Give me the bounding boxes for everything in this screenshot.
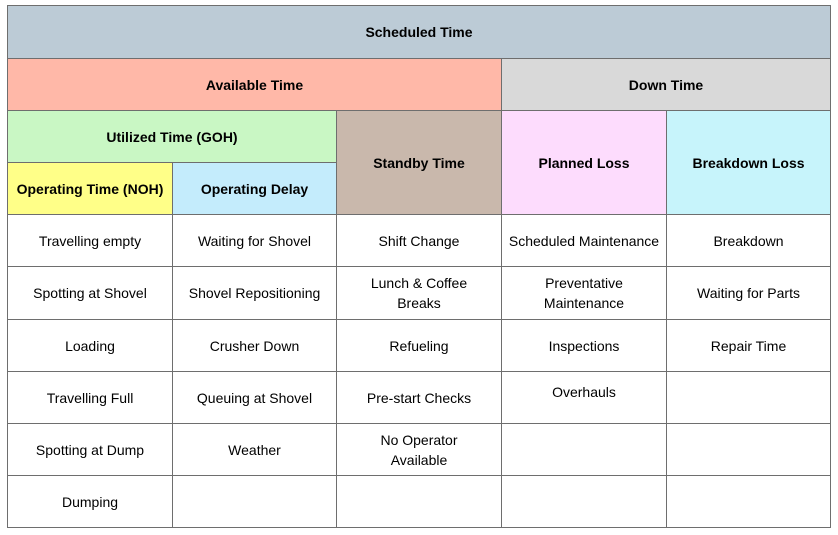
table-cell: Inspections xyxy=(501,319,667,372)
table-cell: Weather xyxy=(172,423,337,476)
table-cell xyxy=(666,371,831,424)
table-cell: Preventative Maintenance xyxy=(501,266,667,320)
table-cell: Travelling Full xyxy=(7,371,173,424)
table-cell: Waiting for Shovel xyxy=(172,214,337,267)
table-cell: Breakdown xyxy=(666,214,831,267)
operating-time-header: Operating Time (NOH) xyxy=(7,162,173,215)
table-cell: Shift Change xyxy=(336,214,502,267)
table-cell: No Operator Available xyxy=(336,423,502,476)
operating-delay-header: Operating Delay xyxy=(172,162,337,215)
table-cell xyxy=(336,475,502,528)
breakdown-loss-header: Breakdown Loss xyxy=(666,110,831,215)
table-cell xyxy=(501,423,667,476)
table-cell: Crusher Down xyxy=(172,319,337,372)
time-classification-table xyxy=(7,5,831,528)
table-cell: Travelling empty xyxy=(7,214,173,267)
table-cell: Refueling xyxy=(336,319,502,372)
down-time-header: Down Time xyxy=(501,58,831,111)
standby-time-header: Standby Time xyxy=(336,110,502,215)
table-cell xyxy=(501,475,667,528)
table-cell: Loading xyxy=(7,319,173,372)
table-cell: Spotting at Dump xyxy=(7,423,173,476)
table-cell: Queuing at Shovel xyxy=(172,371,337,424)
table-cell xyxy=(666,475,831,528)
table-cell: Shovel Repositioning xyxy=(172,266,337,320)
table-cell: Dumping xyxy=(7,475,173,528)
available-time-header: Available Time xyxy=(7,58,502,111)
planned-loss-header: Planned Loss xyxy=(501,110,667,215)
table-cell: Lunch & Coffee Breaks xyxy=(336,266,502,320)
table-cell: Overhauls xyxy=(501,371,667,424)
table-cell: Waiting for Parts xyxy=(666,266,831,320)
table-cell xyxy=(172,475,337,528)
table-cell: Repair Time xyxy=(666,319,831,372)
table-cell: Spotting at Shovel xyxy=(7,266,173,320)
table-cell xyxy=(666,423,831,476)
scheduled-time-header: Scheduled Time xyxy=(7,5,831,59)
table-cell: Scheduled Maintenance xyxy=(501,214,667,267)
table-cell: Pre-start Checks xyxy=(336,371,502,424)
utilized-time-header: Utilized Time (GOH) xyxy=(7,110,337,163)
